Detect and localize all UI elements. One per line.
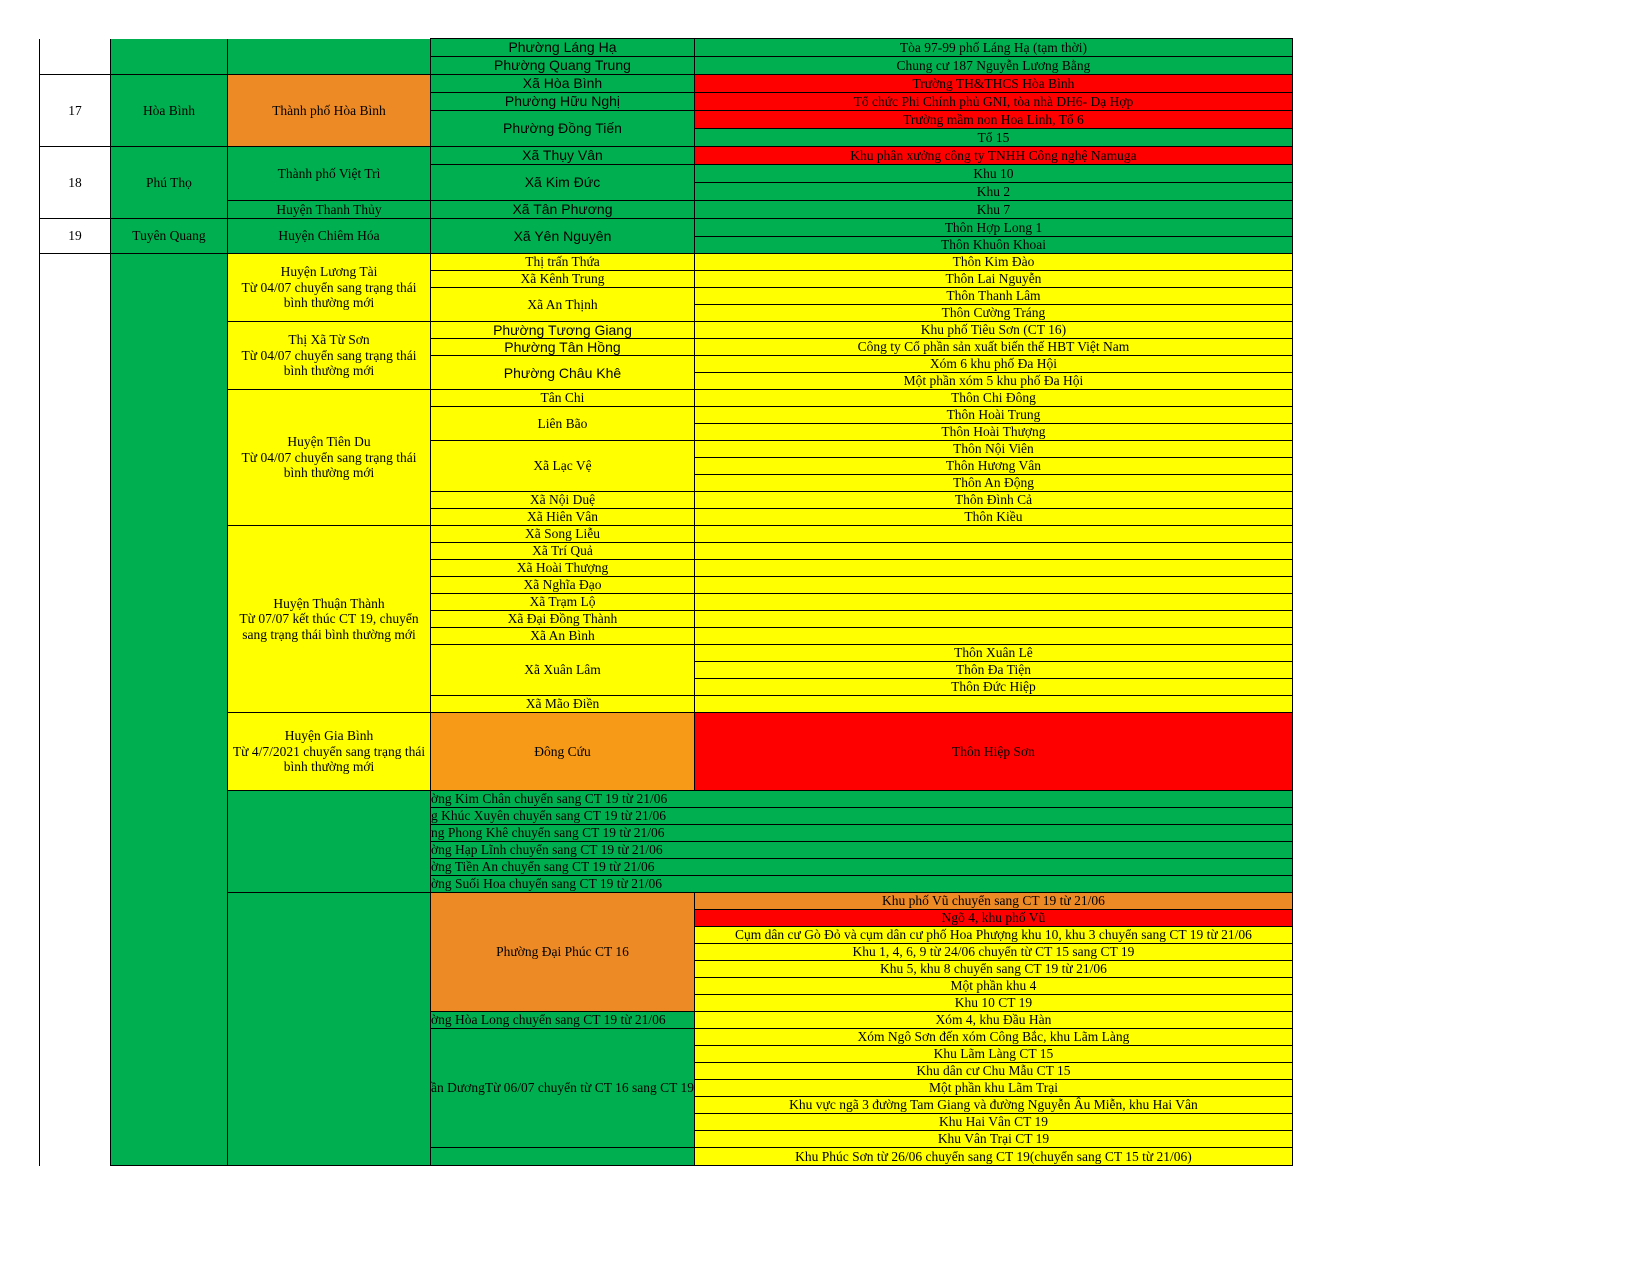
commune-cell: Phường Đồng Tiến bbox=[431, 111, 695, 147]
area-cell: Khu 1, 4, 6, 9 từ 24/06 chuyển từ CT 15 sang CT 19 bbox=[694, 944, 1292, 961]
area-cell: Tổ chức Phi Chính phủ GNI, tòa nhà DH6- Dạ Hợp bbox=[694, 93, 1292, 111]
commune-cell: Xã An Thịnh bbox=[431, 288, 695, 322]
commune-cell: Xã Trí Quả bbox=[431, 543, 695, 560]
area-cell: Thôn Hiệp Sơn bbox=[694, 713, 1292, 791]
area-cell: Thôn Đình Cả bbox=[694, 492, 1292, 509]
area-cell bbox=[694, 543, 1292, 560]
stt-cell: 17 bbox=[40, 75, 111, 147]
commune-cell: Xã Lạc Vệ bbox=[431, 441, 695, 492]
area-cell: Khu Hai Vân CT 19 bbox=[694, 1114, 1292, 1131]
area-cell: Xóm 6 khu phố Đa Hội bbox=[694, 356, 1292, 373]
province-cell bbox=[111, 39, 228, 75]
area-cell: Khu 7 bbox=[694, 201, 1292, 219]
commune-cell: Xã Thụy Vân bbox=[431, 147, 695, 165]
commune-cell: Phường Châu Khê bbox=[431, 356, 695, 390]
commune-cell: ần DươngTừ 06/07 chuyển từ CT 16 sang CT 19 bbox=[431, 1029, 695, 1148]
commune-cell: Phường Láng Hạ bbox=[431, 39, 695, 57]
commune-cell: g Khúc Xuyên chuyển sang CT 19 từ 21/06 bbox=[431, 808, 1293, 825]
area-cell: Thôn Cường Tráng bbox=[694, 305, 1292, 322]
area-cell: Thôn Hoài Trung bbox=[694, 407, 1292, 424]
commune-cell bbox=[431, 1148, 695, 1166]
area-cell: Thôn Kiều bbox=[694, 509, 1292, 526]
district-cell bbox=[228, 893, 431, 1166]
area-cell: Khu phố Vũ chuyển sang CT 19 từ 21/06 bbox=[694, 893, 1292, 910]
commune-cell: Tân Chi bbox=[431, 390, 695, 407]
district-cell: Huyện Thanh Thủy bbox=[228, 201, 431, 219]
province-cell bbox=[111, 254, 228, 1166]
area-cell: Khu 2 bbox=[694, 183, 1292, 201]
commune-cell: ờng Kim Chân chuyển sang CT 19 từ 21/06 bbox=[431, 791, 1293, 808]
district-cell: Thành phố Hòa Bình bbox=[228, 75, 431, 147]
area-cell: Ngõ 4, khu phố Vũ bbox=[694, 910, 1292, 927]
area-cell: Khu vực ngã 3 đường Tam Giang và đường Nguyễn Âu Miễn, khu Hai Vân bbox=[694, 1097, 1292, 1114]
area-cell: Khu phố Tiêu Sơn (CT 16) bbox=[694, 322, 1292, 339]
district-cell: Huyện Thuận Thành Từ 07/07 kết thúc CT 19, chuyển sang trạng thái bình thường mới bbox=[228, 526, 431, 713]
commune-cell: Đông Cứu bbox=[431, 713, 695, 791]
province-cell: Phú Thọ bbox=[111, 147, 228, 219]
area-cell: Khu 10 bbox=[694, 165, 1292, 183]
covid-zone-table bbox=[39, 38, 1293, 1166]
commune-cell: Xã Xuân Lâm bbox=[431, 645, 695, 696]
district-cell: Huyện Chiêm Hóa bbox=[228, 219, 431, 254]
area-cell: Thôn An Động bbox=[694, 475, 1292, 492]
area-cell: Một phần khu 4 bbox=[694, 978, 1292, 995]
area-cell: Một phần khu Lãm Trại bbox=[694, 1080, 1292, 1097]
commune-cell: Phường Tương Giang bbox=[431, 322, 695, 339]
commune-cell: Xã Trạm Lộ bbox=[431, 594, 695, 611]
district-cell: Huyện Gia Bình Từ 4/7/2021 chuyển sang trạng thái bình thường mới bbox=[228, 713, 431, 791]
commune-cell: Xã Hòa Bình bbox=[431, 75, 695, 93]
area-cell: Công ty Cổ phần sản xuất biến thế HBT Việt Nam bbox=[694, 339, 1292, 356]
commune-cell: Xã Tân Phương bbox=[431, 201, 695, 219]
area-cell: Thôn Hợp Long 1 bbox=[694, 219, 1292, 237]
area-cell: Thôn Kim Đào bbox=[694, 254, 1292, 271]
area-cell: Trường mầm non Hoa Linh, Tổ 6 bbox=[694, 111, 1292, 129]
commune-cell: ờng Suối Hoa chuyển sang CT 19 từ 21/06 bbox=[431, 876, 1293, 893]
area-cell: Khu Phúc Sơn từ 26/06 chuyển sang CT 19(chuyển sang CT 15 từ 21/06) bbox=[694, 1148, 1292, 1166]
district-cell bbox=[228, 791, 431, 893]
area-cell bbox=[694, 577, 1292, 594]
commune-cell: ờng Hòa Long chuyển sang CT 19 từ 21/06 bbox=[431, 1012, 695, 1029]
commune-cell: Xã Song Liễu bbox=[431, 526, 695, 543]
area-cell bbox=[694, 526, 1292, 543]
district-cell: Thành phố Việt Trì bbox=[228, 147, 431, 201]
stt-cell: 18 bbox=[40, 147, 111, 219]
area-cell: Trường TH&THCS Hòa Bình bbox=[694, 75, 1292, 93]
commune-cell: Phường Quang Trung bbox=[431, 57, 695, 75]
area-cell bbox=[694, 594, 1292, 611]
commune-cell: Liên Bão bbox=[431, 407, 695, 441]
area-cell: Thôn Hương Vân bbox=[694, 458, 1292, 475]
area-cell: Thôn Lai Nguyễn bbox=[694, 271, 1292, 288]
commune-cell: Xã Đại Đồng Thành bbox=[431, 611, 695, 628]
area-cell: Thôn Khuôn Khoai bbox=[694, 237, 1292, 254]
area-cell: Chung cư 187 Nguyễn Lương Bằng bbox=[694, 57, 1292, 75]
stt-cell bbox=[40, 39, 111, 75]
area-cell: Một phần xóm 5 khu phố Đa Hội bbox=[694, 373, 1292, 390]
stt-cell: 19 bbox=[40, 219, 111, 254]
area-cell bbox=[694, 696, 1292, 713]
area-cell: Thôn Đa Tiện bbox=[694, 662, 1292, 679]
commune-cell: Xã Hoài Thượng bbox=[431, 560, 695, 577]
commune-cell: Phường Tân Hồng bbox=[431, 339, 695, 356]
commune-cell: Xã Nội Duệ bbox=[431, 492, 695, 509]
commune-cell: Xã Mão Điền bbox=[431, 696, 695, 713]
province-cell: Hòa Bình bbox=[111, 75, 228, 147]
commune-cell: ng Phong Khê chuyển sang CT 19 từ 21/06 bbox=[431, 825, 1293, 842]
area-cell bbox=[694, 560, 1292, 577]
commune-cell: Xã Yên Nguyên bbox=[431, 219, 695, 254]
area-cell: Thôn Nội Viên bbox=[694, 441, 1292, 458]
commune-cell: Xã Kênh Trung bbox=[431, 271, 695, 288]
commune-cell: Xã An Bình bbox=[431, 628, 695, 645]
stt-cell bbox=[40, 254, 111, 1166]
area-cell: Thôn Chi Đông bbox=[694, 390, 1292, 407]
district-cell bbox=[228, 39, 431, 75]
district-cell: Huyện Tiên Du Từ 04/07 chuyển sang trạng thái bình thường mới bbox=[228, 390, 431, 526]
area-cell: Khu Vân Trại CT 19 bbox=[694, 1131, 1292, 1148]
commune-cell: Xã Hiên Vân bbox=[431, 509, 695, 526]
district-cell: Huyện Lương Tài Từ 04/07 chuyển sang trạng thái bình thường mới bbox=[228, 254, 431, 322]
area-cell: Cụm dân cư Gò Đỏ và cụm dân cư phố Hoa Phượng khu 10, khu 3 chuyển sang CT 19 từ 21/06 bbox=[694, 927, 1292, 944]
commune-cell: Xã Kim Đức bbox=[431, 165, 695, 201]
area-cell: Khu 5, khu 8 chuyển sang CT 19 từ 21/06 bbox=[694, 961, 1292, 978]
area-cell: Khu Lãm Làng CT 15 bbox=[694, 1046, 1292, 1063]
area-cell: Khu dân cư Chu Mẫu CT 15 bbox=[694, 1063, 1292, 1080]
commune-cell: Thị trấn Thứa bbox=[431, 254, 695, 271]
area-cell: Tổ 15 bbox=[694, 129, 1292, 147]
area-cell: Khu 10 CT 19 bbox=[694, 995, 1292, 1012]
commune-cell: ờng Tiền An chuyển sang CT 19 từ 21/06 bbox=[431, 859, 1293, 876]
area-cell bbox=[694, 611, 1292, 628]
commune-cell: Phường Đại Phúc CT 16 bbox=[431, 893, 695, 1012]
area-cell: Tòa 97-99 phố Láng Hạ (tạm thời) bbox=[694, 39, 1292, 57]
area-cell: Thôn Đức Hiệp bbox=[694, 679, 1292, 696]
area-cell bbox=[694, 628, 1292, 645]
area-cell: Xóm 4, khu Đầu Hàn bbox=[694, 1012, 1292, 1029]
commune-cell: Phường Hữu Nghị bbox=[431, 93, 695, 111]
area-cell: Xóm Ngô Sơn đến xóm Công Bắc, khu Lãm Làng bbox=[694, 1029, 1292, 1046]
area-cell: Thôn Thanh Lâm bbox=[694, 288, 1292, 305]
area-cell: Thôn Hoài Thượng bbox=[694, 424, 1292, 441]
area-cell: Khu phân xưởng công ty TNHH Công nghệ Namuga bbox=[694, 147, 1292, 165]
commune-cell: Xã Nghĩa Đạo bbox=[431, 577, 695, 594]
district-cell: Thị Xã Từ Sơn Từ 04/07 chuyển sang trạng thái bình thường mới bbox=[228, 322, 431, 390]
commune-cell: ờng Hạp Lĩnh chuyển sang CT 19 từ 21/06 bbox=[431, 842, 1293, 859]
province-cell: Tuyên Quang bbox=[111, 219, 228, 254]
area-cell: Thôn Xuân Lê bbox=[694, 645, 1292, 662]
